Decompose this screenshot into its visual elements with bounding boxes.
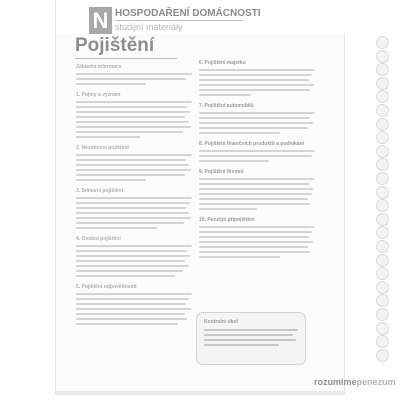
binder-ring-icon [376,36,389,49]
text-line [76,73,192,75]
binder-ring-icon [376,77,389,90]
text-line [76,131,183,133]
binder-ring-icon [376,104,389,117]
text-line [76,270,183,272]
binder-ring-icon [376,294,389,307]
text-line [199,231,312,233]
section [76,236,192,277]
text-line [76,179,146,181]
section [199,60,315,96]
footer-brand-light: penezum [356,377,396,387]
binder-ring-icon [376,240,389,253]
text-line [199,122,313,124]
header-title: HOSPODAŘENÍ DOMÁCNOSTI [115,8,261,19]
text-line [199,117,310,119]
text-line [76,83,146,85]
text-line [199,183,309,185]
binder-ring-icon [376,213,389,226]
text-line [199,94,251,96]
binder-ring-icon [376,90,389,103]
binder-ring-icon [376,172,389,185]
text-line [199,246,308,248]
text-line [76,154,192,156]
section-title: 5. Pojištění odpovědnosti [76,284,137,290]
text-line [199,241,313,243]
text-line [199,178,315,180]
text-line [76,293,192,295]
footer-brand-main: rozumime [314,377,357,387]
text-line [199,127,308,129]
section [199,217,315,258]
header-subtitle: studijní materiály [115,22,183,32]
section-title: 2. Nesmluvní pojištění [76,145,129,151]
text-line [76,250,187,252]
section-title: 10. Penzijní připojištění [199,217,255,223]
footer-brand [314,377,396,387]
section-title: 8. Pojištění finančních produktů a podnikání [199,141,305,147]
text-line [199,251,310,253]
section [199,141,315,162]
text-line [204,344,279,346]
text-line [76,164,189,166]
section [76,145,192,181]
text-line [204,339,296,341]
text-line [76,121,189,123]
text-line [76,222,184,224]
binder-ring-icon [376,226,389,239]
text-line [76,245,192,247]
binder-ring-icon [376,281,389,294]
text-line [76,318,187,320]
text-line [199,132,280,134]
text-line [76,227,157,229]
text-line [76,212,189,214]
text-line [76,78,186,80]
text-line [199,150,315,152]
section [199,103,315,134]
text-line [199,236,309,238]
binder-ring-icon [376,199,389,212]
text-line [76,260,185,262]
section [76,284,192,325]
text-line [76,101,192,103]
section-title: 4. Osobní pojištění [76,236,121,242]
text-line [76,197,192,199]
text-line [199,74,312,76]
text-line [76,159,186,161]
text-line [199,226,315,228]
control-task-title: Kontrolní úkol [204,319,238,325]
title-divider [75,58,177,59]
text-line [76,275,175,277]
text-line [204,334,293,336]
text-line [76,207,186,209]
text-line [199,89,310,91]
binder-ring-icon [376,145,389,158]
binder-ring-icon [376,335,389,348]
text-line [199,256,280,258]
text-line [204,329,298,331]
text-line [199,208,257,210]
page-title: Pojištění [75,35,155,56]
text-line [76,174,185,176]
section-title: 6. Pojištění majetku [199,60,246,66]
header-divider [115,20,243,21]
binder-ring-icon [376,308,389,321]
page-header [56,0,346,34]
control-task-box [196,312,306,365]
section-title: 3. Smluvní pojištění [76,188,123,194]
binder-rings [376,36,392,366]
logo-icon: N [89,7,112,34]
binder-ring-icon [376,186,389,199]
text-line [76,303,186,305]
binder-ring-icon [376,158,389,171]
text-line [76,116,185,118]
text-line [199,79,309,81]
document-page [55,0,396,395]
binder-ring-icon [376,322,389,335]
text-line [76,126,191,128]
text-line [76,313,185,315]
text-line [76,111,190,113]
left-column [76,64,192,332]
text-line [199,84,314,86]
section-title: 7. Pojištění automobilů [199,103,254,109]
text-line [199,198,308,200]
binder-ring-icon [376,254,389,267]
right-column [199,60,315,265]
control-task-text [204,329,298,346]
binder-ring-icon [376,267,389,280]
binder-ring-icon [376,131,389,144]
text-line [76,202,190,204]
text-line [76,106,187,108]
text-line [199,112,315,114]
section [76,64,192,85]
section [76,92,192,138]
text-line [199,203,310,205]
text-line [199,193,312,195]
text-line [199,155,312,157]
section [199,169,315,210]
text-line [76,323,178,325]
text-line [199,69,315,71]
binder-ring-icon [376,349,389,362]
section [76,188,192,229]
section-title: 9. Pojištění firemní [199,169,244,175]
text-line [76,308,191,310]
text-line [76,265,189,267]
text-line [76,298,189,300]
binder-ring-icon [376,118,389,131]
text-line [76,136,140,138]
section-title: 1. Pojmy a význam [76,92,121,98]
text-line [76,255,190,257]
binder-ring-icon [376,63,389,76]
text-line [199,188,313,190]
text-line [76,217,191,219]
binder-ring-icon [376,50,389,63]
section-title: Základní informace [76,64,122,70]
text-line [199,160,269,162]
text-line [76,169,191,171]
